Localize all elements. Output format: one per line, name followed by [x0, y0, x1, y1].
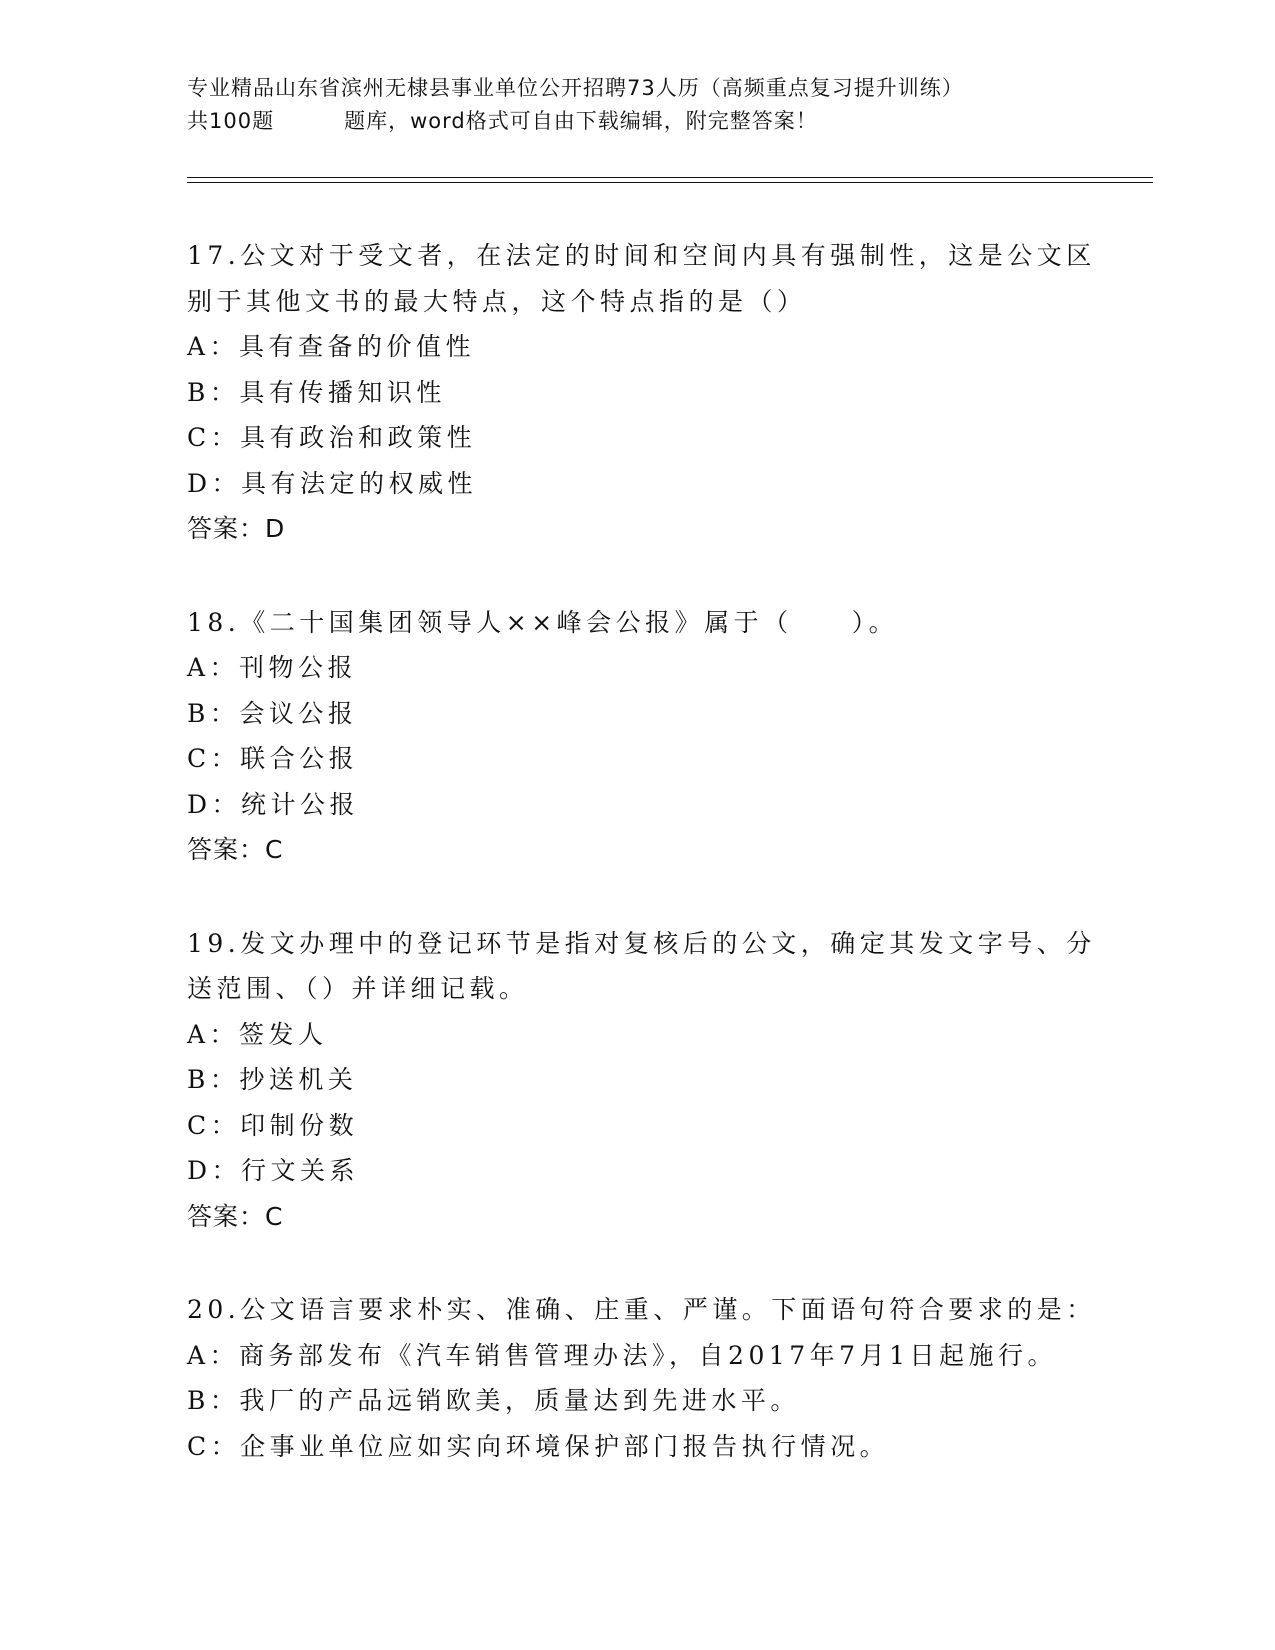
- option-a: A：签发人: [187, 1019, 328, 1049]
- option-d: D：统计公报: [187, 789, 360, 819]
- option-a: A：商务部发布《汽车销售管理办法》，自2017年7月1日起施行。: [187, 1340, 1057, 1370]
- question-stem-line: 17.公文对于受文者，在法定的时间和空间内具有强制性，这是公文区: [187, 241, 1096, 270]
- header-divider-top: [187, 177, 1153, 178]
- question-18: [187, 600, 1087, 873]
- option-a: A：刊物公报: [187, 653, 358, 682]
- question-stem-line: 19.发文办理中的登记环节是指对复核后的公文，确定其发文字号、分: [187, 928, 1096, 958]
- header-question-count: 共100题: [187, 109, 275, 133]
- answer-line: 答案：C: [187, 835, 284, 864]
- answer-line: 答案：C: [187, 1201, 284, 1231]
- question-stem-line: 18.《二十国集团领导人××峰会公报》属于（ ）。: [187, 607, 899, 637]
- question-stem-line: 送范围、（）并详细记载。: [187, 974, 529, 1003]
- header-subtitle-line: [187, 105, 1087, 138]
- option-d: D：具有法定的权威性: [187, 468, 478, 498]
- option-c: C：联合公报: [187, 744, 359, 773]
- option-d: D：行文关系: [187, 1156, 360, 1185]
- option-c: C：印制份数: [187, 1110, 359, 1140]
- header-divider-bottom: [187, 182, 1153, 183]
- question-list: [187, 233, 1096, 1517]
- option-c: C：具有政治和政策性: [187, 423, 477, 452]
- option-b: B：抄送机关: [187, 1065, 358, 1094]
- question-stem-line: 别于其他文书的最大特点，这个特点指的是（）: [187, 286, 807, 316]
- question-19: [187, 921, 1096, 1240]
- option-b: B：我厂的产品远销欧美，质量达到先进水平。: [187, 1386, 800, 1415]
- question-17: [187, 233, 1096, 552]
- header-description: 题库，word格式可自由下载编辑，附完整答案！: [344, 109, 818, 133]
- option-b: B：具有传播知识性: [187, 377, 446, 407]
- option-a: A：具有查备的价值性: [187, 332, 476, 361]
- question-20: [187, 1287, 1096, 1469]
- answer-line: 答案：D: [187, 514, 286, 543]
- option-b: B：会议公报: [187, 698, 358, 728]
- question-stem-line: 20.公文语言要求朴实、准确、庄重、严谨。下面语句符合要求的是：: [187, 1295, 1096, 1324]
- option-c: C：企事业单位应如实向环境保护部门报告执行情况。: [187, 1431, 890, 1461]
- header-title-line: 专业精品山东省滨州无棣县事业单位公开招聘73人历（高频重点复习提升训练）: [187, 76, 964, 100]
- document-header: [187, 72, 1087, 138]
